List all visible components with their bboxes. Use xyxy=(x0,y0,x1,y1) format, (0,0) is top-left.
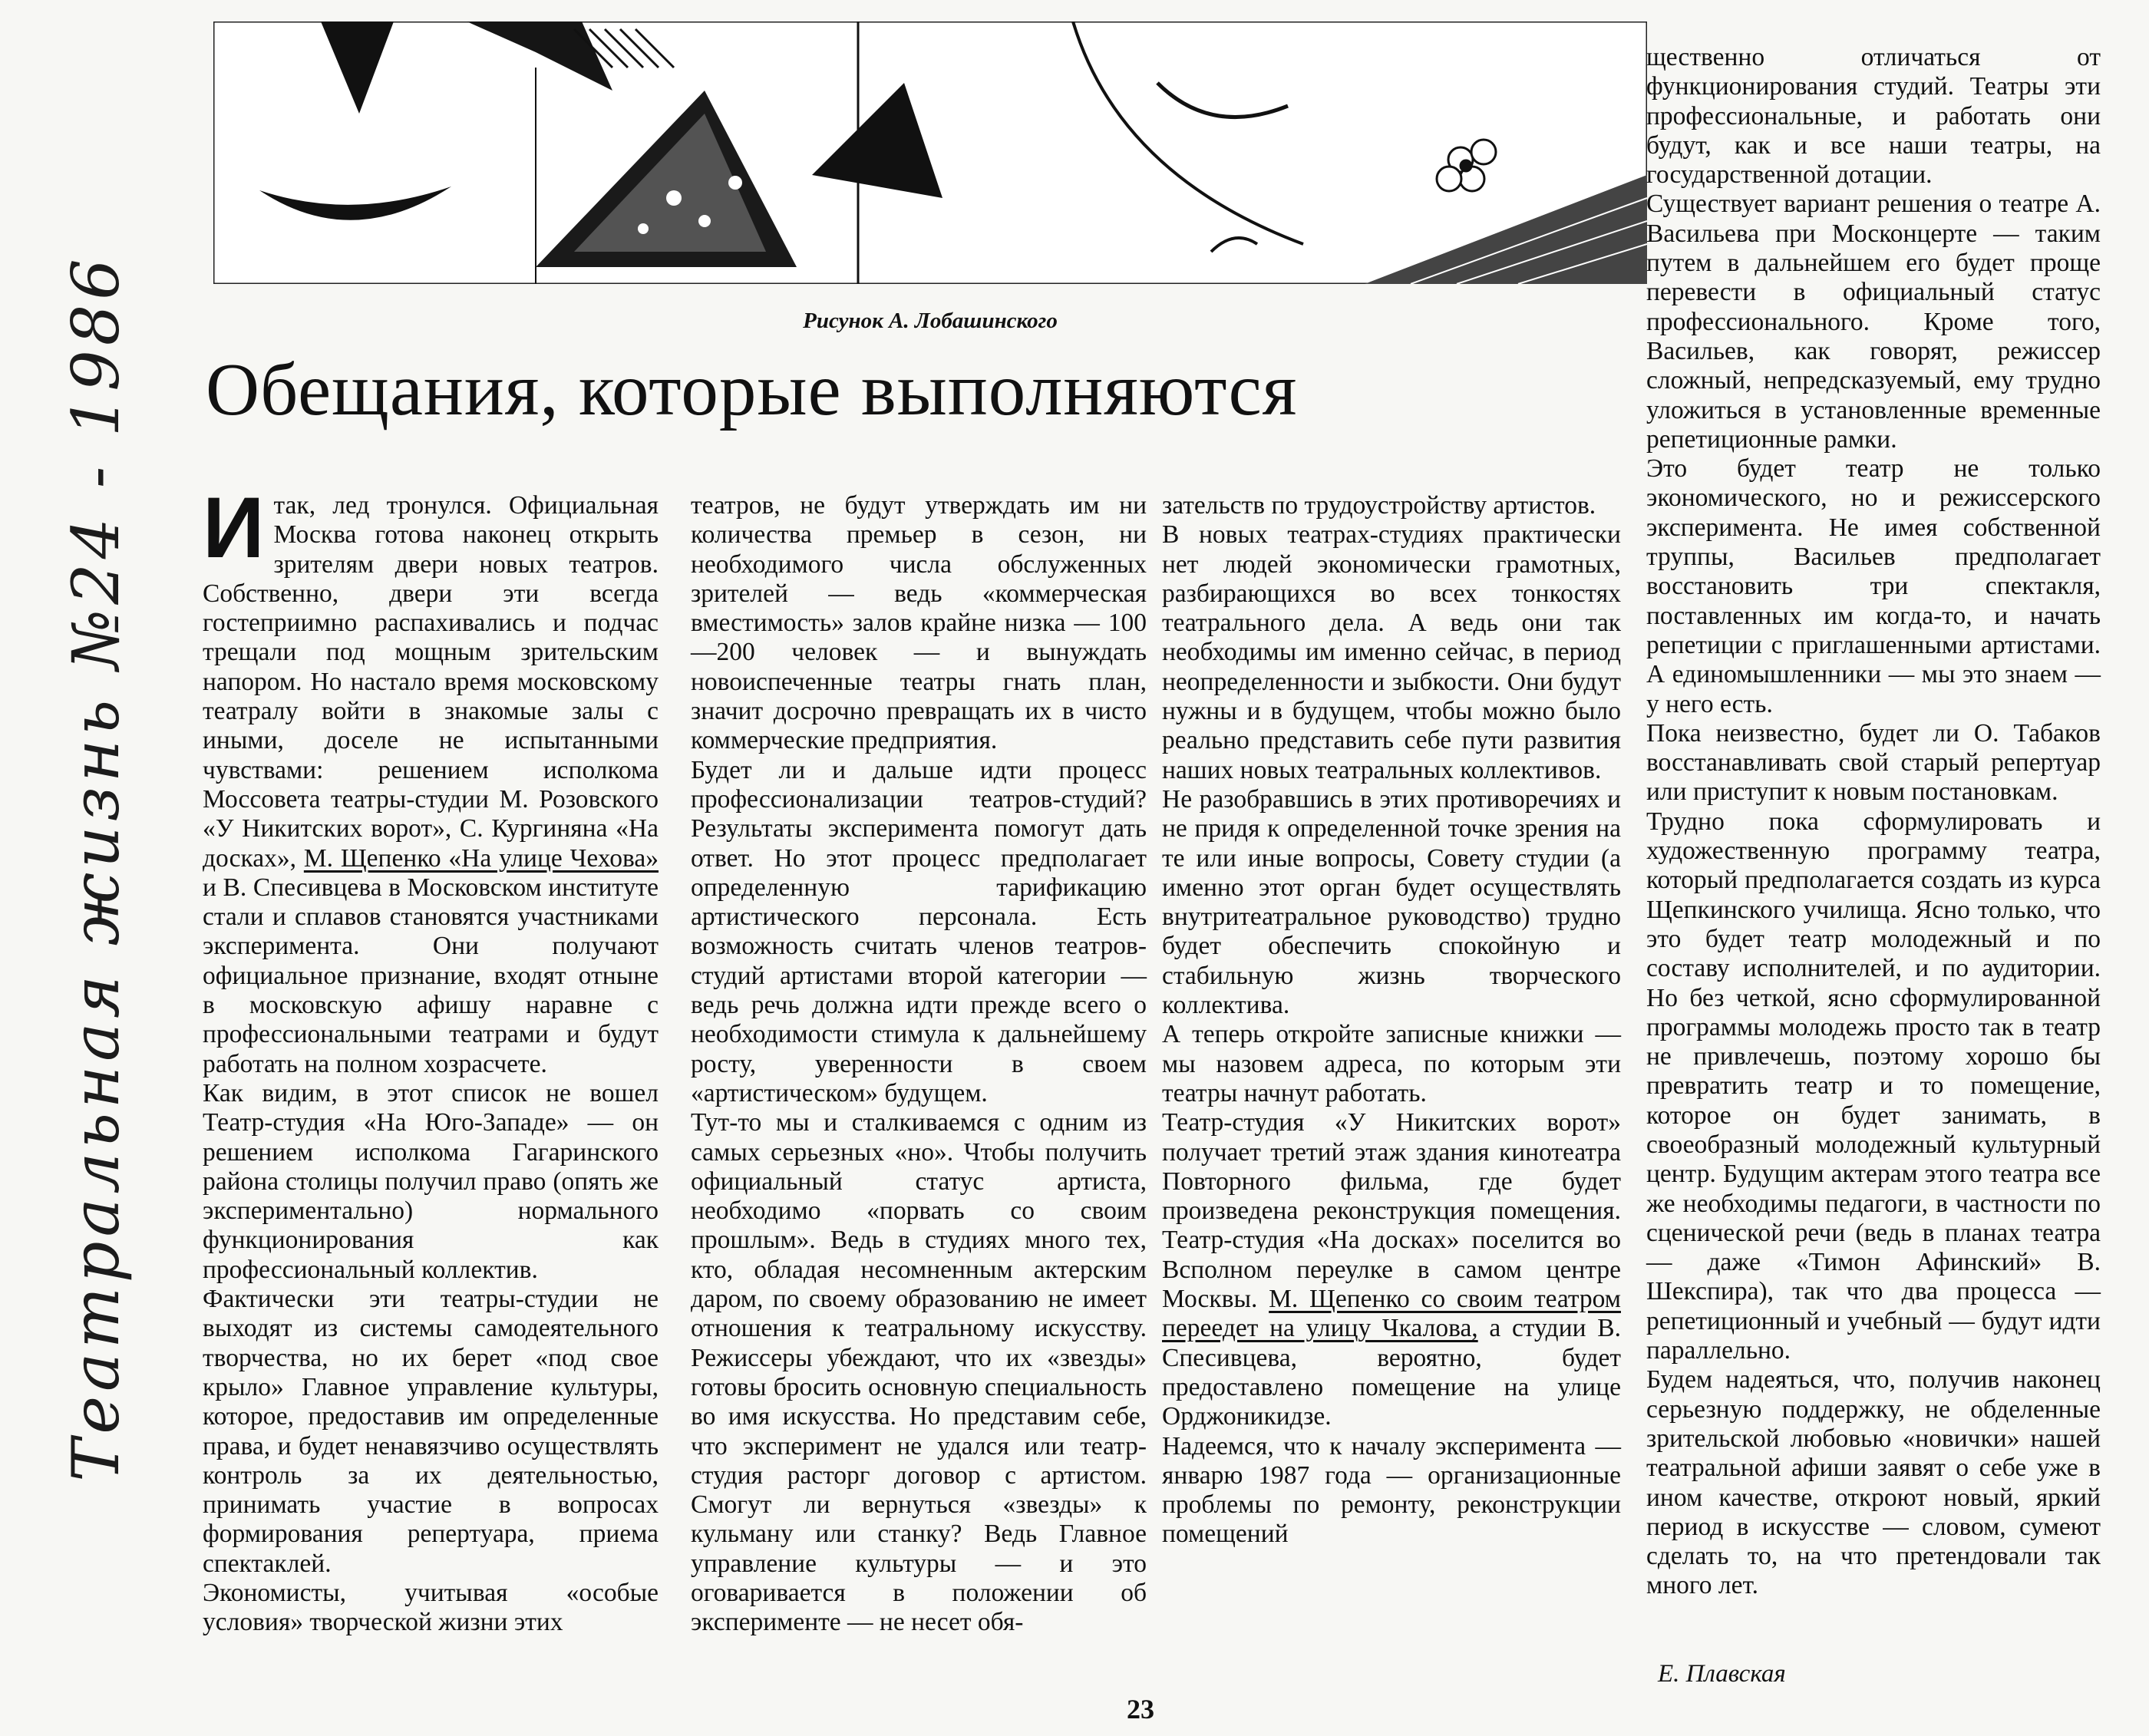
illustration-caption: Рисунок А. Лобашинского xyxy=(803,309,1058,333)
article-column-3 xyxy=(1162,491,1621,1550)
paragraph: щественно отличаться от функционирования студий. Театры эти профессиональные, и работать они будут, как и все наши театры, на государственной дотации. xyxy=(1646,43,2101,190)
article-column-1 xyxy=(203,480,659,1638)
handwritten-note-text: Театральная жизнь №24 - 1986 xyxy=(58,254,134,1482)
paragraph: Как видим, в этот список не вошел Театр-студия «На Юго-Западе» — он решением исполкома Гагаринского района столицы получил право (опять же экспериментально) нормального функционирования как профессиональный коллектив. xyxy=(203,1078,659,1284)
paragraph xyxy=(203,480,659,1079)
paragraph-text: так, лед тронулся. Официальная Москва готова наконец открыть зрителям двери новых театров. Собственно, двери эти всегда гостеприимно распахивались и подчас трещали под мощным зрительским напором. Но настало время московскому театралу войти в знакомые залы с иными, доселе не испытанными чувствами: решением исполкома Моссовета театры-студии М. Розовского «У Никитских ворот», С. Кургиняна «На досках», xyxy=(203,491,659,873)
paragraph-text: Театр-студия «У Никитских ворот» получает третий этаж здания кинотеатра Повторного фильма, где будет произведена реконструкция помещения. Театр-студия «На досках» поселится во Всполном переулке в самом центре Москвы. xyxy=(1162,1108,1621,1314)
article-author: Е. Плавская xyxy=(1658,1660,1786,1688)
paragraph: Тут-то мы и сталкиваемся с одним из самых серьезных «но». Чтобы получить официальный статус артиста, необходимо «порвать со своим прошлым». Ведь в студиях много тех, кто, обладая несомненным актерским даром, по своему образованию не имеет отношения к театральному искусству. Режиссеры убеждают, что их «звезды» готовы бросить основную специальность во имя искусства. Но представим себе, что эксперимент не удался или театр-студия расторг договор с артистом. Смогут ли вернуться «звезды» к кульману или станку? Ведь Главное управление культуры — и это оговаривается в положении об эксперименте — не несет обя- xyxy=(691,1108,1147,1637)
page-number: 23 xyxy=(1127,1694,1154,1724)
paragraph: Будем надеяться, что, получив наконец серьезную поддержку, не обделенные зрительской любовью «новички» нашей театральной афиши заявят о себе уже в ином качестве, откроют новый, яркий период в искусстве — словом, сумеют сделать то, на что претендовали так много лет. xyxy=(1646,1365,2101,1600)
underlined-text: М. Щепенко со своим театром переедет на улицу Чкалова, xyxy=(1162,1285,1621,1343)
paragraph: Это будет театр не только экономического, но и режиссерского эксперимента. Не имея собственной труппы, Васильев предполагает восстановить три спектакля, поставленных им когда-то, и начать репетиции с приглашенными артистами. А единомышленники — мы это знаем — у него есть. xyxy=(1646,454,2101,718)
paragraph: В новых театрах-студиях практически нет людей экономически грамотных, разбирающихся во всех тонкостях театрального дела. А ведь они так необходимы им именно сейчас, в период неопределенности и зыбкости. Они будут нужны и в будущем, чтобы можно было реально представить себе пути развития наших новых театральных коллективов. xyxy=(1162,520,1621,784)
paragraph: А теперь откройте записные книжки — мы назовем адреса, по которым эти театры начнут работать. xyxy=(1162,1020,1621,1107)
article-illustration xyxy=(213,21,1647,284)
underlined-text: М. Щепенко «На улице Чехова» xyxy=(303,843,659,873)
article-column-4 xyxy=(1646,43,2101,1601)
paragraph xyxy=(1162,1108,1621,1431)
paragraph: Существует вариант решения о театре А. Васильева при Москонцерте — таким путем в дальнейшем его будет проще перевести в официальный статус профессионального. Кроме того, Васильев, как говорят, режиссер сложный, непредсказуемый, ему трудно уложиться в установленные временные репетиционные рамки. xyxy=(1646,190,2101,454)
paragraph: зательств по трудоустройству артистов. xyxy=(1162,491,1596,520)
paragraph: театров, не будут утверждать им ни количества премьер в сезон, ни необходимого числа обслуженных зрителей — ведь «коммерческая вместимость» залов крайне низка — 100—200 человек — и вынуждать новоиспеченные театры гнать план, значит досрочно превращать их в чисто коммерческие предприятия. xyxy=(691,491,1147,755)
paragraph: Надеемся, что к началу эксперимента — январю 1987 года — организационные проблемы по ремонту, реконструкции помещений xyxy=(1162,1431,1621,1549)
article-headline: Обещания, которые выполняются xyxy=(206,348,1298,431)
paragraph: Будет ли и дальше идти процесс профессионализации театров-студий? Результаты эксперимента помогут дать ответ. Но этот процесс предполагает определенную тарификацию артистического персонала. Есть возможность считать членов театров-студий артистами второй категории — ведь речь должна идти прежде всего о необходимости стимула к дальнейшему росту, уверенности в своем «артистическом» будущем. xyxy=(691,755,1147,1107)
paragraph-text: и В. Спесивцева в Московском институте стали и сплавов становятся участниками эксперимента. Они получают официальное признание, входят отныне в московскую афишу наравне с профессиональными театрами и будут работать на полном хозрасчете. xyxy=(203,873,659,1078)
paragraph: Экономисты, учитывая «особые условия» творческой жизни этих xyxy=(203,1578,659,1637)
paragraph: Пока неизвестно, будет ли О. Табаков восстанавливать свой старый репертуар или приступит к новым постановкам. xyxy=(1646,718,2101,807)
drop-cap: И xyxy=(203,480,265,576)
paragraph: Фактически эти театры-студии не выходят из системы самодеятельного творчества, но их берет «под свое крыло» Главное управление культуры, которое, предоставив им определенные права, и будет ненавязчиво осуществлять контроль за их деятельностью, принимать участие в вопросах формирования репертуара, приема спектаклей. xyxy=(203,1285,659,1578)
paragraph: Не разобравшись в этих противоречиях и не придя к определенной точке зрения на те или иные вопросы, Совету студии (а именно этот орган будет осуществлять внутритеатральное руководство) трудно будет обеспечить спокойную и стабильную жизнь творческого коллектива. xyxy=(1162,784,1621,1020)
paragraph-text: а студии В. Спесивцева, вероятно, будет предоставлено помещение на улице Орджоникидзе. xyxy=(1162,1314,1621,1431)
handwritten-margin-note xyxy=(0,0,192,1736)
article-column-2 xyxy=(691,491,1147,1638)
paragraph: Трудно пока сформулировать и художественную программу театра, который предполагается создать из курса Щепкинского училища. Ясно только, что это будет театр молодежный и по составу исполнителей, и по аудитории. Но без четкой, ясно сформулированной программы молодежь просто так в театр не привлечешь, поэтому хорошо бы превратить театр и то помещение, которое он будет занимать, в своеобразный молодежный культурный центр. Будущим актерам этого театра все же необходимы педагоги, в частности по сценической речи (ведь в планах театра — даже «Тимон Афинский» В. Шекспира), так что два процесса — репетиционный и учебный — будут идти параллельно. xyxy=(1646,807,2101,1365)
